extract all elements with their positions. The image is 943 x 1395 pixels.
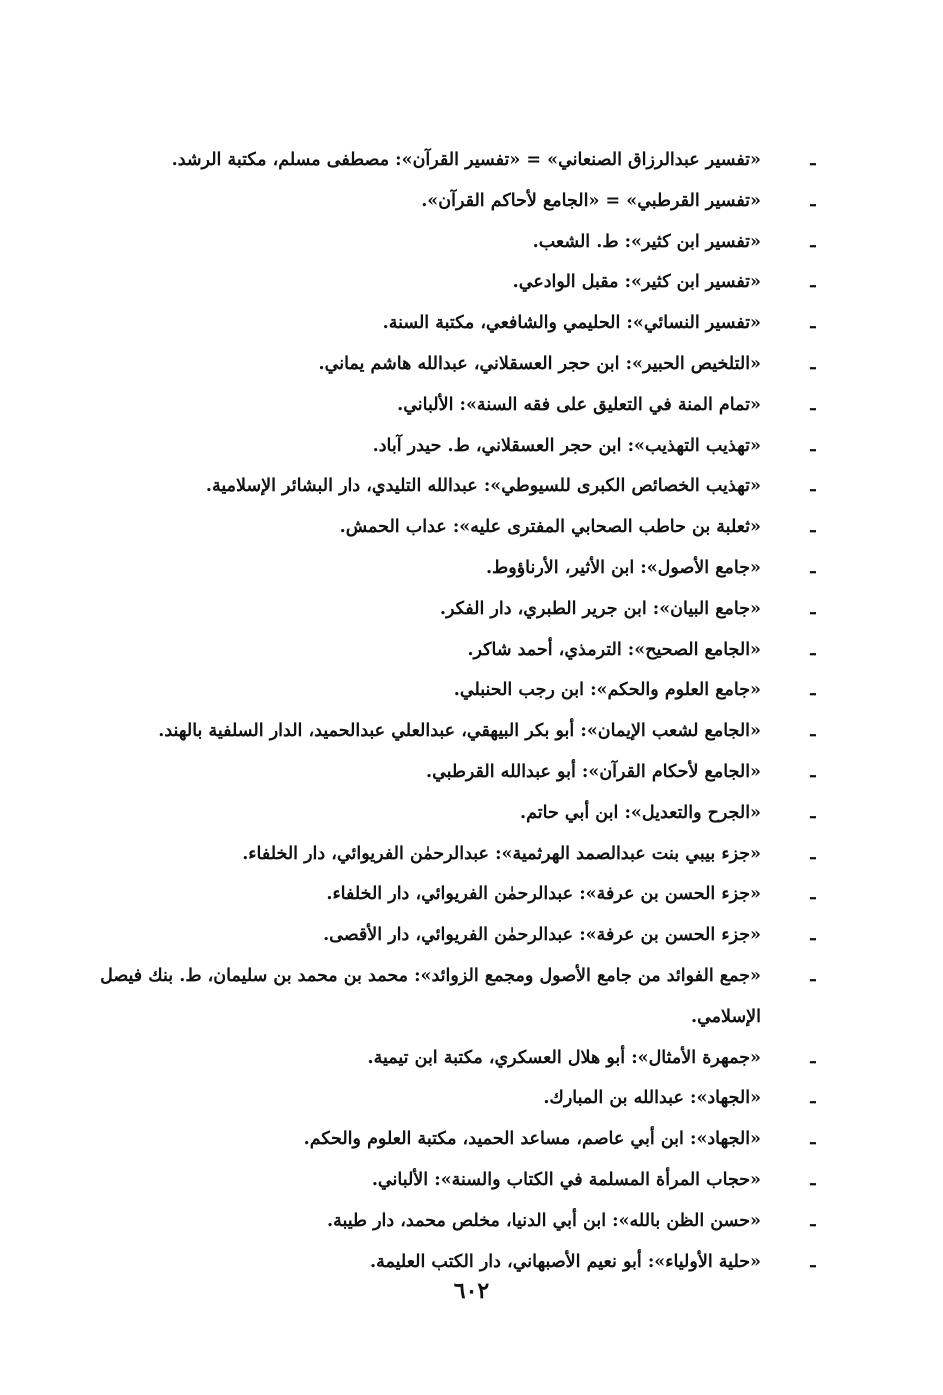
entry-text: «تفسير النسائي»: الحليمي والشافعي، مكتبة السنة.	[382, 313, 761, 334]
entry-dash: ـ	[810, 1210, 816, 1231]
entry-dash: ـ	[810, 190, 816, 211]
entry-dash: ـ	[810, 1047, 816, 1068]
bibliography-entry	[103, 548, 823, 589]
entry-dash: ـ	[810, 313, 816, 334]
entry-dash: ـ	[810, 965, 816, 986]
bibliography-entry	[103, 752, 823, 793]
entry-text: «تمام المنة في التعليق على فقه السنة»: الألباني.	[397, 394, 761, 415]
entry-dash: ـ	[810, 435, 816, 456]
entry-text: «الجامع لشعب الإيمان»: أبو بكر البيهقي، عبدالعلي عبدالحميد، الدار السلفية بالهند.	[158, 721, 761, 742]
entry-text: «تفسير ابن كثير»: مقبل الوادعي.	[512, 272, 761, 293]
entry-dash: ـ	[810, 557, 816, 578]
entry-dash: ـ	[810, 1088, 816, 1109]
entry-text: «حجاب المرأة المسلمة في الكتاب والسنة»: الألباني.	[371, 1169, 761, 1190]
bibliography-entry	[103, 630, 823, 671]
entry-dash: ـ	[810, 394, 816, 415]
bibliography-list	[100, 140, 823, 1282]
bibliography-entry	[103, 1160, 823, 1201]
entry-text: «تهذيب الخصائص الكبرى للسيوطي»: عبدالله التليدي، دار البشائر الإسلامية.	[205, 476, 761, 497]
entry-text: «جمهرة الأمثال»: أبو هلال العسكري، مكتبة ابن تيمية.	[367, 1047, 761, 1068]
entry-dash: ـ	[810, 843, 816, 864]
entry-text: «تهذيب التهذيب»: ابن حجر العسقلاني، ط. حيدر آباد.	[372, 435, 761, 456]
entry-text: «تفسير القرطبي» = «الجامع لأحاكم القرآن».	[421, 190, 761, 211]
bibliography-entry	[103, 385, 823, 426]
bibliography-entry	[103, 915, 823, 956]
entry-dash: ـ	[810, 150, 816, 170]
bibliography-entry	[103, 303, 823, 344]
entry-dash: ـ	[810, 802, 816, 823]
entry-dash: ـ	[810, 884, 816, 905]
entry-dash: ـ	[810, 761, 816, 782]
bibliography-entry	[103, 507, 823, 548]
entry-dash: ـ	[810, 721, 816, 742]
entry-text: «الجامع لأحكام القرآن»: أبو عبدالله القرطبي.	[426, 761, 761, 782]
page-number: ٦٠٢	[453, 1278, 490, 1304]
bibliography-entry	[103, 1119, 823, 1160]
bibliography-entry	[103, 834, 823, 875]
entry-text: «جامع البيان»: ابن جرير الطبري، دار الفكر.	[439, 598, 761, 619]
bibliography-entry	[103, 711, 823, 752]
entry-text: «الجرح والتعديل»: ابن أبي حاتم.	[520, 802, 761, 823]
entry-dash: ـ	[810, 272, 816, 293]
entry-dash: ـ	[810, 1169, 816, 1190]
entry-dash: ـ	[810, 1129, 816, 1150]
bibliography-entry	[103, 262, 823, 303]
bibliography-entry	[103, 1078, 823, 1119]
bibliography-entry	[103, 344, 823, 385]
entry-text: «الجهاد»: ابن أبي عاصم، مساعد الحميد، مكتبة العلوم والحكم.	[303, 1129, 761, 1150]
bibliography-entry	[103, 426, 823, 467]
entry-text: «جمع الفوائد من جامع الأصول ومجمع الزوائد»: محمد بن محمد بن سليمان، ط. بنك فيصل الإسلامي.	[100, 965, 761, 1027]
bibliography-entry	[85, 956, 823, 1038]
entry-dash: ـ	[810, 353, 816, 374]
entry-dash: ـ	[810, 680, 816, 701]
entry-dash: ـ	[810, 598, 816, 619]
entry-text: «حسن الظن بالله»: ابن أبي الدنيا، مخلص محمد، دار طيبة.	[327, 1210, 761, 1231]
entry-dash: ـ	[810, 231, 816, 252]
entry-text: «ثعلبة بن حاطب الصحابي المفترى عليه»: عداب الحمش.	[339, 517, 761, 538]
entry-text: «جزء بيبي بنت عبدالصمد الهرثمية»: عبدالرحمٰن الفريوائي، دار الخلفاء.	[242, 843, 761, 864]
bibliography-entry	[103, 1242, 823, 1283]
entry-text: «جامع العلوم والحكم»: ابن رجب الحنبلي.	[453, 680, 761, 701]
entry-text: «الجهاد»: عبدالله بن المبارك.	[543, 1088, 761, 1109]
bibliography-entry	[103, 1201, 823, 1242]
bibliography-entry	[103, 222, 823, 263]
entry-dash: ـ	[810, 476, 816, 497]
entry-text: «جزء الحسن بن عرفة»: عبدالرحمٰن الفريوائي، دار الأقصى.	[323, 925, 761, 946]
bibliography-entry	[103, 181, 823, 222]
bibliography-entry	[103, 1038, 823, 1079]
bibliography-entry	[103, 140, 823, 181]
bibliography-entry	[103, 466, 823, 507]
entry-text: «التلخيص الحبير»: ابن حجر العسقلاني، عبدالله هاشم يماني.	[318, 353, 761, 374]
bibliography-entry	[103, 670, 823, 711]
entry-dash: ـ	[810, 517, 816, 538]
entry-dash: ـ	[810, 639, 816, 660]
entry-dash: ـ	[810, 925, 816, 946]
bibliography-entry	[103, 874, 823, 915]
entry-text: «جزء الحسن بن عرفة»: عبدالرحمٰن الفريوائي، دار الخلفاء.	[326, 884, 761, 905]
entry-dash: ـ	[810, 1251, 816, 1272]
entry-text: «جامع الأصول»: ابن الأثير، الأرناؤوط.	[485, 557, 761, 578]
entry-text: «تفسير ابن كثير»: ط. الشعب.	[532, 231, 761, 252]
entry-text: «الجامع الصحيح»: الترمذي، أحمد شاكر.	[467, 639, 761, 660]
bibliography-entry	[103, 793, 823, 834]
entry-text: «تفسير عبدالرزاق الصنعاني» = «تفسير القرآن»: مصطفى مسلم، مكتبة الرشد.	[171, 150, 761, 170]
bibliography-entry	[103, 589, 823, 630]
entry-text: «حلية الأولياء»: أبو نعيم الأصبهاني، دار الكتب العليمة.	[370, 1251, 761, 1272]
